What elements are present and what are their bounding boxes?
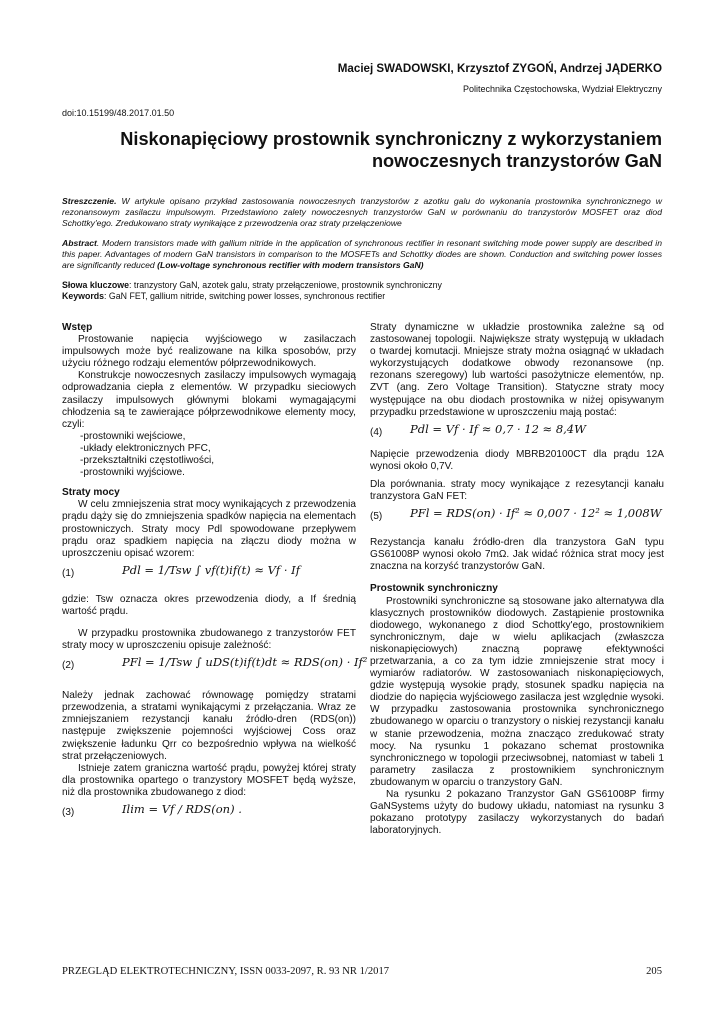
equation-number: (1) xyxy=(62,567,75,579)
list-item: -przekształtniki częstotliwości, xyxy=(80,455,215,467)
equation-1 xyxy=(62,560,356,594)
affiliation: Politechnika Częstochowska, Wydział Elektryczny xyxy=(463,84,662,94)
equation-body: Ilim = Vf / RDS(on) . xyxy=(122,802,242,816)
equation-number: (3) xyxy=(62,807,75,818)
abstract-en xyxy=(62,238,662,270)
section-heading-sync: Prostownik synchroniczny xyxy=(370,583,498,595)
paragraph: Rezystancja kanału źródło-dren dla tranzystora GaN typu GS61008P wynosi około 7mΩ. Jak widać różnica strat mocy jest znaczna na korzyść tranzystorów GaN. xyxy=(370,537,664,573)
equation-5 xyxy=(370,503,664,537)
paragraph: W celu zmniejszenia strat mocy wynikających z przewodzenia prądu dąży się do zmniejszenia spadków napięcia na elementach prostowniczych. Straty mocy Pdl spowodowane przepływem prądu oraz spadkiem napięcia na złączu diody można w uproszczeniu opisać wzorem: xyxy=(62,499,356,559)
list-item: -prostowniki wyjściowe. xyxy=(80,467,185,479)
footer xyxy=(62,966,662,977)
paragraph: W przypadku prostownika zbudowanego z tranzystorów FET straty mocy w uproszczeniu opisuje zależność: xyxy=(62,627,356,652)
abstract-en-label: Abstract xyxy=(62,238,97,248)
list-item: -układy elektronicznych PFC, xyxy=(80,442,211,454)
section-heading-intro: Wstęp xyxy=(62,322,93,333)
element-list xyxy=(62,431,356,479)
paragraph: Napięcie przewodzenia diody MBRB20100CT dla prądu 12A wynosi około 0,7V. xyxy=(370,448,664,472)
equation-body: Pdl = Vf · If ≈ 0,7 · 12 ≈ 8,4W xyxy=(410,421,586,436)
left-column xyxy=(62,322,368,829)
abstract-pl-label: Streszczenie. xyxy=(62,196,117,206)
paragraph: Prostowanie napięcia wyjściowego w zasilaczach impulsowych może być realizowane na kilka sposobów, przy użyciu różnego rodzaju elementów półprzewodnikowych. xyxy=(62,334,356,370)
page-number: 205 xyxy=(646,966,662,977)
paragraph: Prostowniki synchroniczne są stosowane jako alternatywa dla klasycznych prostowników diodowych. Zastąpienie prostownika diodowego, wykonanego z diod Schottky'ego, prostownikiem synchronicznym, daje w wielu aplikacjach (zwłaszcza niskonapięciowych) znaczną poprawę efektywności przetwarzania, a co za tym idzie zmniejszenie strat mocy i wymiarów radiatorów. W zastosowaniach niskonapięciowych, gdzie występują wysokie prądy, stosunek spadku napięcia na diodzie do napięcia wyjściowego zasilacza jest względnie wysoki. W przypadku zastosowania prostownika synchronicznego zbudowanego w oparciu o tranzystory o niskiej rezystancji kanału w stanie przewodzenia, można znacząco zredukować straty mocy. Na rysunku 1 pokazano schemat prostownika synchronicznego w topologii przeciwsobnej, natomiast w tabeli 1 parametry zasilacza z prostownikiem synchronicznym zbudowanym w oparciu o tranzystory GaN. xyxy=(370,595,664,788)
paragraph: Na rysunku 2 pokazano Tranzystor GaN GS61008P firmy GaNSystems użyty do budowy układu, natomiast na rysunku 3 pokazano prototypy zasilaczy wykorzystanych do badań laboratoryjnych. xyxy=(370,789,664,837)
abstract-en-text: . Modern transistors made with gallium nitride in the application of synchronous rectifier in resonant switching mode power supply are described in this paper. Advantages of modern GaN transistors in comparison to the MOSFETs and Schottky diodes are shown. Conduction and switching power losses are significantly reduced xyxy=(62,238,662,270)
abstract-pl-text: W artykule opisano przykład zastosowania nowoczesnych tranzystorów z azotku galu do wykonania prostownika synchronicznego w rezonansowym zasilaczu impulsowym. Przedstawiono zalety nowoczesnych tranzystorów GaN w porównaniu do tranzystorów MOSFET oraz diod Schottky'ego. Zredukowano straty wynikające z przewodzenia oraz straty przełączeniowe xyxy=(62,196,663,228)
equation-body: PFl = 1/Tsw ∫ uDS(t)if(t)dt ≈ RDS(on) · If² xyxy=(122,655,368,670)
keywords-pl-text: : tranzystory GaN, azotek galu, straty przełączeniowe, prostownik synchroniczny xyxy=(128,280,442,290)
paragraph: Straty dynamiczne w układzie prostownika zależne są od zastosowanej topologii. Największe straty występują w układach o twardej komutacji. Mniejsze straty można osiągnąć w układach wykorzystujących dodatkowe obwody rezonansowe (np. rezonans szeregowy) lub wartości pasożytnicze elementów, np. ZVT (ang. Zero Voltage Transition). Statyczne straty mocy występujące na obu diodach prostownika w niżej opisywanym przypadku przedstawione w uproszczeniu mają postać: xyxy=(370,322,664,418)
equation-3 xyxy=(62,799,356,829)
equation-number: (2) xyxy=(62,660,75,672)
abstract-pl xyxy=(62,196,662,228)
doi[interactable]: doi:10.15199/48.2017.01.50 xyxy=(62,108,175,118)
paragraph: Istnieje zatem graniczna wartość prądu, powyżej której straty dla prostownika opartego o tranzystory MOSFET będą wyższe, niż dla prostownika zbudowanego z diod: xyxy=(62,762,356,798)
abstract-en-title: (Low-voltage synchronous rectifier with modern transistors GaN) xyxy=(157,259,424,270)
journal-info: PRZEGLĄD ELEKTROTECHNICZNY, ISSN 0033-2097, R. 93 NR 1/2017 xyxy=(62,966,390,977)
equation-number: (4) xyxy=(370,426,383,438)
paragraph: Konstrukcje nowoczesnych zasilaczy impulsowych wymagają odprowadzania ciepła z elementów. W przypadku sieciowych zasilaczy impulsowych głównymi blokami wymagającymi chłodzenia są te zawierające półprzewodnikowe elementy mocy, czyli: xyxy=(62,370,356,430)
equation-2 xyxy=(62,652,368,690)
equation-4 xyxy=(370,419,664,449)
equation-body: PFl = RDS(on) · If² ≈ 0,007 · 12² ≈ 1,008W xyxy=(410,506,662,521)
keywords-pl xyxy=(62,280,662,291)
list-item: -prostowniki wejściowe, xyxy=(80,430,186,442)
paragraph: Dla porównania. straty mocy wynikające z rezesytancji kanału tranzystora GaN FET: xyxy=(370,478,664,503)
equation-body: Pdl = 1/Tsw ∫ vf(t)if(t) ≈ Vf · If xyxy=(122,562,300,577)
paragraph: Należy jednak zachować równowagę pomiędzy stratami przewodzenia, a stratami wynikającymi z przełączania. Wraz ze zmniejszaniem rezystancji kanału źródło-dren (RDS(on)) następuje zwiększenie pojemności wyjściowej Coss oraz zwiększenie ładunku Qrr co bezpośrednio wpływa na wielkość strat przełączeniowych. xyxy=(62,690,356,762)
keywords-pl-label: Słowa kluczowe xyxy=(62,280,129,290)
keywords-en-text: : GaN FET, gallium nitride, switching power losses, synchronous rectifier xyxy=(104,291,386,301)
paragraph: gdzie: Tsw oznacza okres przewodzenia diody, a If średnią wartość prądu. xyxy=(62,593,356,617)
equation-number: (5) xyxy=(370,511,383,523)
keywords-en xyxy=(62,291,662,302)
right-column xyxy=(370,322,664,837)
keywords-en-label: Keywords xyxy=(62,291,105,301)
section-heading-losses: Straty mocy xyxy=(62,487,120,499)
authors: Maciej SWADOWSKI, Krzysztof ZYGOŃ, Andrzej JĄDERKO xyxy=(337,62,662,75)
paper-title: Niskonapięciowy prostownik synchroniczny z wykorzystaniem nowoczesnych tranzystorów GaN xyxy=(120,129,662,171)
